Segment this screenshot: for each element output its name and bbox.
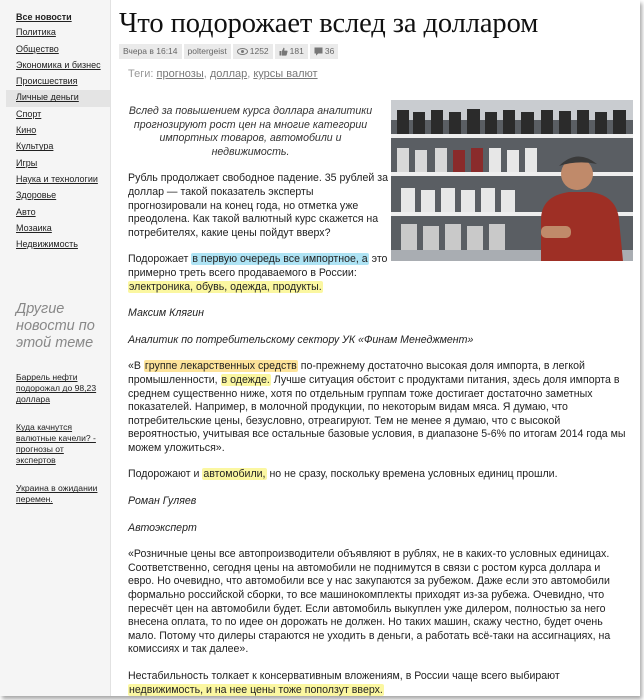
nav-item-sport[interactable]: Спорт xyxy=(16,108,42,119)
thumbs-up-icon xyxy=(279,47,288,56)
views-counter xyxy=(233,44,273,59)
comments-count: 36 xyxy=(324,46,335,56)
highlight: электроника, обувь, одежда, продукты. xyxy=(129,280,322,293)
speaker-name: Максим Клягин xyxy=(128,307,204,320)
tag-link[interactable]: доллар xyxy=(209,68,248,80)
article-date: Вчера в 16:14 xyxy=(119,44,182,59)
paragraph: Нестабильность толкает к консервативным вложениям, в России чаще всего выбирают недвижимость, и на нее цены тоже поползут вверх. xyxy=(128,670,560,696)
paragraph: Рубль продолжает свободное падение. 35 рублей за доллар — такой показатель эксперты прогнозировали на конец года, но отметка уже преодолена. Как такой валютный курс скажется на потребителях, какие цены пойдут вверх? xyxy=(128,172,388,239)
highlight: в одежде. xyxy=(221,373,270,386)
eye-icon xyxy=(237,48,248,55)
tag-link[interactable]: курсы валют xyxy=(253,68,318,80)
related-news-link[interactable]: Украина в ожидании перемен. xyxy=(16,483,98,505)
tags-label: Теги: xyxy=(128,68,154,80)
article-author[interactable]: poltergeist xyxy=(184,44,231,59)
likes-counter[interactable] xyxy=(275,44,308,59)
nav-item-health[interactable]: Здоровье xyxy=(16,190,57,201)
comments-counter[interactable] xyxy=(310,44,338,59)
related-news-title: Другие новости по этой теме xyxy=(16,301,95,352)
category-nav xyxy=(0,0,110,253)
article-title: Что подорожает вслед за долларом xyxy=(119,8,539,39)
paragraph: Подорожают и автомобили, но не сразу, поскольку времена условных единиц прошли. xyxy=(128,468,558,481)
tags-row: Теги: прогнозы, доллар, курсы валют xyxy=(128,68,318,80)
article-meta xyxy=(119,44,633,59)
nav-item-incidents[interactable]: Происшествия xyxy=(16,76,78,87)
article-lead: Вслед за повышением курса доллара аналитики прогнозируют рост цен на многие категории импортных товаров, автомобили и недвижимость. xyxy=(128,105,373,158)
nav-item-mosaic[interactable]: Мозаика xyxy=(16,222,52,233)
speaker-name: Роман Гуляев xyxy=(128,495,197,508)
nav-item-culture[interactable]: Культура xyxy=(16,141,54,152)
nav-item-economy[interactable]: Экономика и бизнес xyxy=(16,59,101,70)
article-photo xyxy=(391,100,633,261)
highlight: недвижимость, и на нее цены тоже поползут вверх. xyxy=(129,683,383,696)
quote: «Розничные цены все автопроизводители объявляют в рублях, не в каких-то условных единицах. Соответственно, сегодня цены на автомобили не поднимутся в связи с ростом курса доллара и евро. Но очевидно, что автомобили все у нас закупаются за рубежом. Даже если это автомобили формально российской сборки, то все машинокомплекты приходят из-за рубежа. Очевидно, что пересчёт цен на автомобили будет. Если автомобиль выкуплен уже дилером, полностью за него внесена оплата, то по идее он дорожать не должен. Но таких машин, скажу честно, будет очень мало. Потому что дилеры стараются не уходить в деньги, а работать всё-таки на ассигнациях, на комиссиях и так далее». xyxy=(128,548,611,656)
nav-item-cinema[interactable]: Кино xyxy=(16,125,37,136)
sidebar xyxy=(0,0,111,696)
nav-item-science[interactable]: Наука и технологии xyxy=(16,173,98,184)
article-main xyxy=(119,0,633,696)
related-news-link[interactable]: Куда качнутся валютные качели? - прогнозы от экспертов xyxy=(16,422,96,466)
nav-item-society[interactable]: Общество xyxy=(16,43,59,54)
nav-item-personal-money[interactable]: Личные деньги xyxy=(6,90,110,106)
comments-icon xyxy=(314,47,323,56)
speaker-title: Автоэксперт xyxy=(128,521,197,534)
paragraph: Подорожает в первую очередь все импортное, а это примерно треть всего продаваемого в России: электроника, обувь, одежда, продукты. xyxy=(128,253,388,293)
highlight: в первую очередь все импортное, а xyxy=(192,253,368,266)
highlight: группе лекарственных средств xyxy=(144,360,297,373)
nav-item-realty[interactable]: Недвижимость xyxy=(16,239,78,250)
speaker-title: Аналитик по потребительскому сектору УК «Финам Менеджмент» xyxy=(128,333,474,346)
quote: «В группе лекарственных средств по-прежнему достаточно высокая доля импорта, в легкой промышленности, в одежде. Лучше ситуация обстоит с продуктами питания, здесь доля импорта в среднем существенно ниже, хотя по отдельным группам тоже достигает достаточно заметных показателей. Например, в молочной продукции, по некоторым видам мяса. Я думаю, что потребительские цены, безусловно, отреагируют. Тем не менее я думаю, что с высокой вероятностью, учитывая все остальные базовые условия, в диапазоне 5-6% по итогам 2014 года мы можем уложиться». xyxy=(128,360,626,454)
related-news xyxy=(0,301,110,505)
nav-item-auto[interactable]: Авто xyxy=(16,206,36,217)
nav-item-games[interactable]: Игры xyxy=(16,157,38,168)
views-count: 1252 xyxy=(249,46,269,56)
tag-link[interactable]: прогнозы xyxy=(156,68,204,80)
nav-item-politics[interactable]: Политика xyxy=(16,27,56,38)
highlight: автомобили, xyxy=(203,468,266,481)
nav-item-all-news[interactable]: Все новости xyxy=(16,12,72,22)
likes-count: 181 xyxy=(289,46,304,56)
related-news-link[interactable]: Баррель нефти подорожал до 98,23 доллара xyxy=(16,372,97,405)
